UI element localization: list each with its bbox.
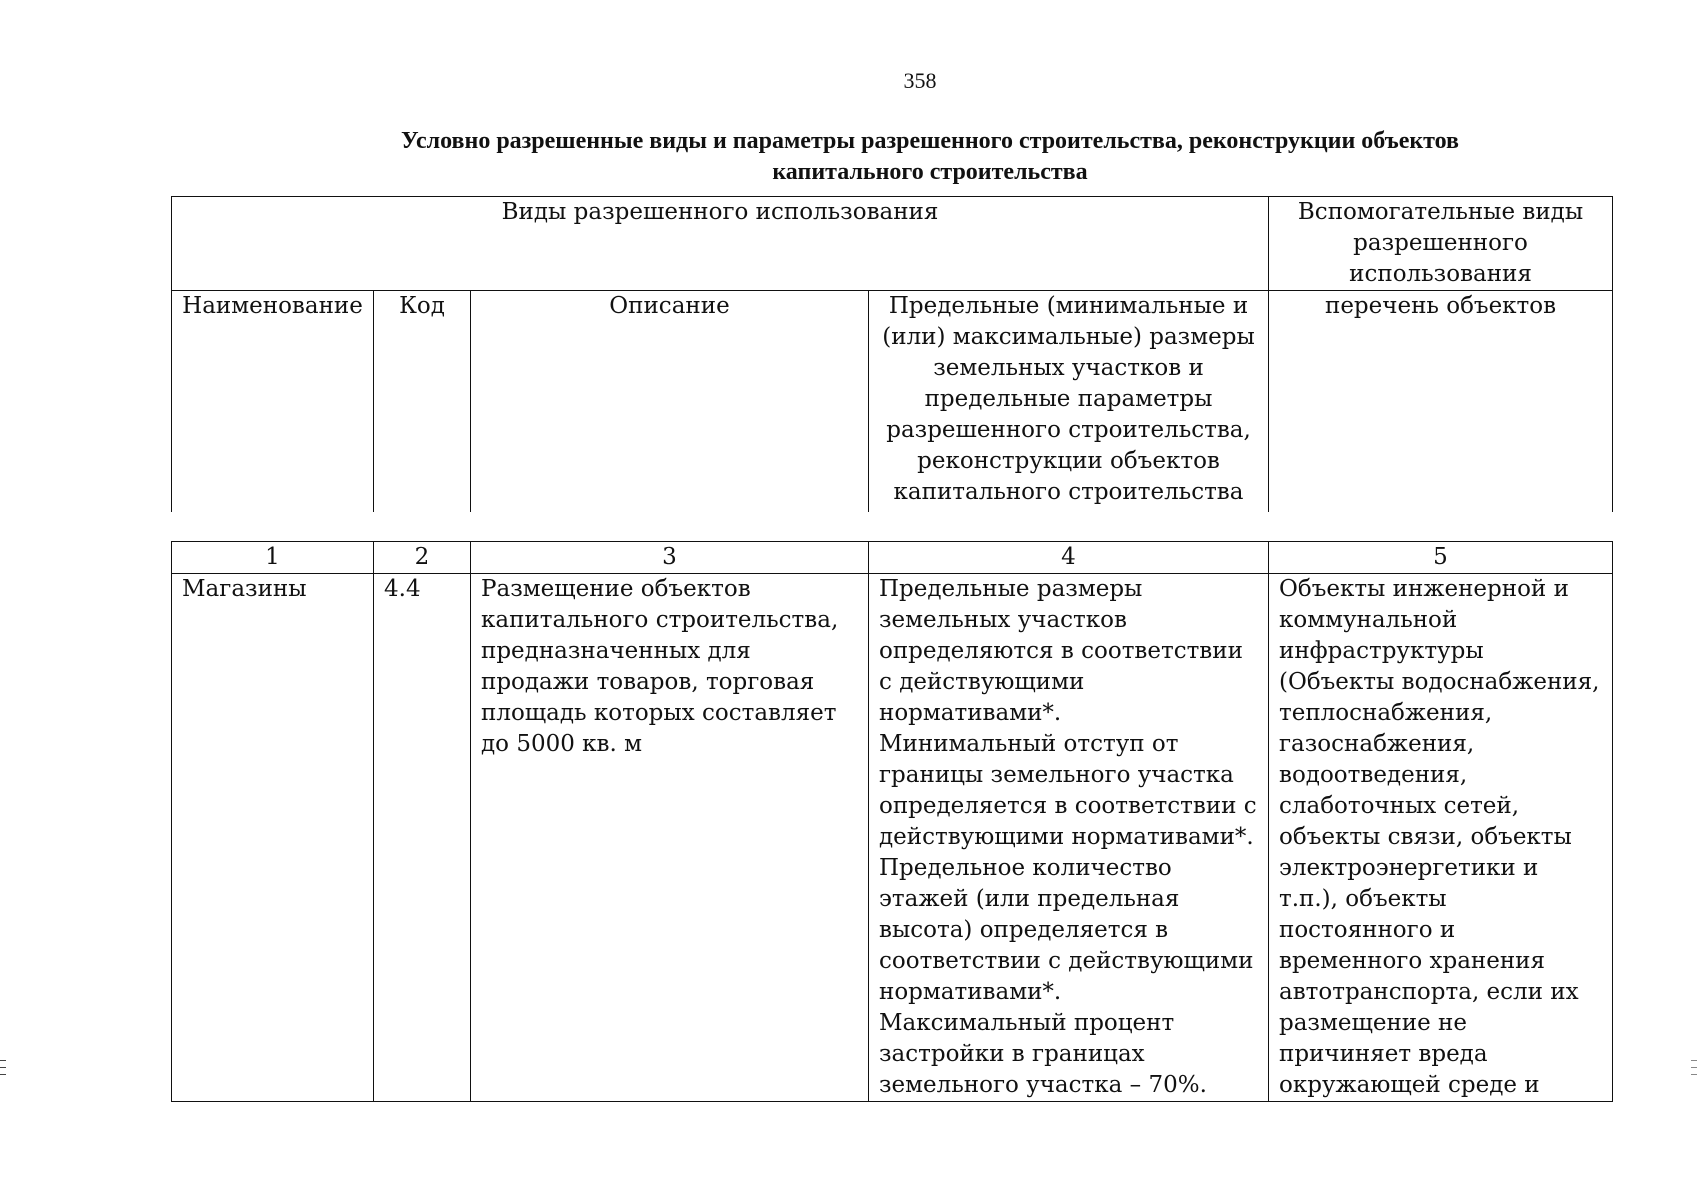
cell-description: Размещение объектов капитального строительства, предназначенных для продажи товаров, торговая площадь которых составляет до 5000 кв. м xyxy=(471,574,869,1102)
limits-paragraph: Минимальный отступ от границы земельного участка определяется в соответствии с действующими нормативами*. xyxy=(879,731,1257,850)
cell-name: Магазины xyxy=(172,574,374,1102)
header-group-main: Виды разрешенного использования xyxy=(172,197,1269,291)
header-table xyxy=(171,196,1613,512)
limits-paragraph: Предельные размеры земельных участков определяются в соответствии с действующими нормативами*. xyxy=(879,576,1243,726)
column-number: 5 xyxy=(1269,542,1613,574)
cell-objects: Объекты инженерной и коммунальной инфраструктуры (Объекты водоснабжения, теплоснабжения, газоснабжения, водоотведения, слаботочных сетей, объекты связи, объекты электроэнергетики и т.п.), объекты постоянного и временного хранения автотранспорта, если их размещение не причиняет вреда окружающей среде и xyxy=(1269,574,1613,1102)
column-number: 2 xyxy=(374,542,471,574)
header-col-objects: перечень объектов xyxy=(1269,291,1613,513)
header-col-limits: Предельные (минимальные и (или) максимальные) размеры земельных участков и предельные параметры разрешенного строительства, реконструкции объектов капитального строительства xyxy=(869,291,1269,513)
title-line-1: Условно разрешенные виды и параметры разрешенного строительства, реконструкции объектов xyxy=(400,128,1460,154)
header-col-name: Наименование xyxy=(172,291,374,513)
data-table xyxy=(171,541,1613,1102)
limits-paragraph: Предельное количество этажей (или предельная высота) определяется в соответствии с действующими нормативами*. xyxy=(879,855,1254,1005)
limits-paragraph: Максимальный процент застройки в границах земельного участка – 70%. xyxy=(879,1010,1207,1098)
column-number-row xyxy=(172,542,1613,574)
column-number: 4 xyxy=(869,542,1269,574)
cell-code: 4.4 xyxy=(374,574,471,1102)
column-number: 1 xyxy=(172,542,374,574)
scan-edge-marks-left xyxy=(0,1060,6,1081)
page-number: 358 xyxy=(903,68,937,93)
title-line-2: капитального строительства xyxy=(772,159,1088,185)
header-col-code: Код xyxy=(374,291,471,513)
table-row xyxy=(172,574,1613,1102)
scan-edge-marks-right xyxy=(1691,1060,1697,1081)
document-title xyxy=(300,126,1560,188)
column-number: 3 xyxy=(471,542,869,574)
header-group-aux: Вспомогательные виды разрешенного использования xyxy=(1269,197,1613,291)
cell-limits xyxy=(869,574,1269,1102)
header-col-description: Описание xyxy=(471,291,869,513)
